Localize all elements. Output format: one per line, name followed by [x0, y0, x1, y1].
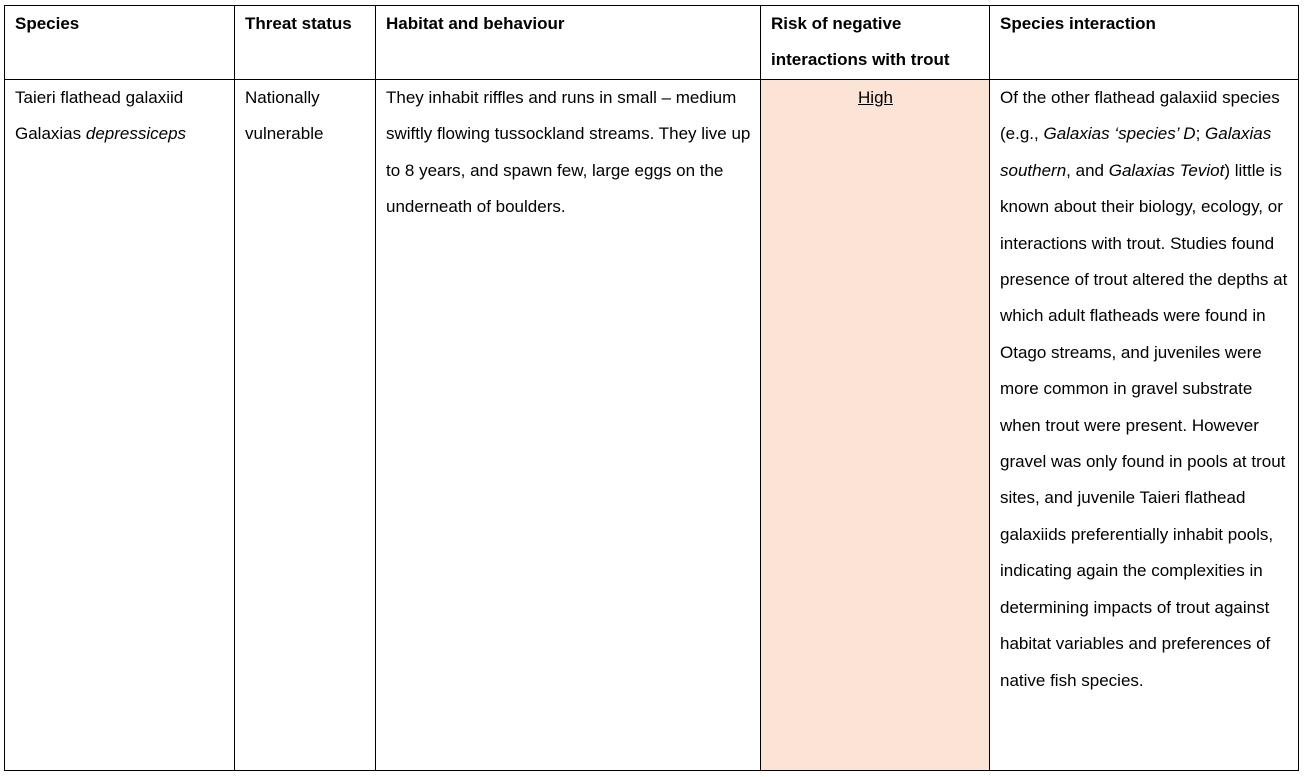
species-epithet: depressiceps: [85, 124, 187, 144]
threat-status-text: Nationally vulnerable: [245, 88, 324, 144]
species-table: [4, 5, 1299, 771]
interaction-species-3: Galaxias Teviot: [1108, 160, 1225, 180]
header-habitat-behaviour: Habitat and behaviour: [376, 6, 761, 80]
cell-habitat-behaviour: [376, 80, 761, 771]
table-row: [5, 80, 1299, 771]
species-interaction-text: [1000, 80, 1289, 699]
cell-risk: [761, 80, 990, 771]
species-genus: Galaxias: [15, 124, 82, 144]
species-common-name: Taieri flathead galaxiid: [15, 88, 184, 107]
header-species-interaction: Species interaction: [990, 6, 1299, 80]
cell-species: [5, 80, 235, 771]
header-threat-status: Threat status: [235, 6, 376, 80]
interaction-separator-2: , and: [1066, 160, 1109, 180]
interaction-rest: ) little is known about their biology, ecology, or interactions with trout. Studies found presence of trout altered the depths at which adult flatheads were found in Otago streams, and juveniles were more common in gravel substrate when trout were present. However gravel was only found in pools at trout sites, and juvenile Taieri flathead galaxiids preferentially inhabit pools, indicating again the complexities in determining impacts of trout against habitat variables and preferences of native fish species.: [1000, 160, 1288, 690]
header-risk: Risk of negative interactions with trout: [761, 6, 990, 80]
habitat-behaviour-text: They inhabit riffles and runs in small – medium swiftly flowing tussockland streams. They live up to 8 years, and spawn few, large eggs on the underneath of boulders.: [386, 88, 751, 217]
species-scientific-name: [15, 116, 225, 152]
risk-level: High: [858, 88, 893, 107]
header-species: Species: [5, 6, 235, 80]
interaction-species-2: Galaxias southern: [1000, 124, 1272, 180]
cell-threat-status: [235, 80, 376, 771]
cell-species-interaction: [990, 80, 1299, 771]
interaction-intro: Of the other flathead galaxiid species (e.g.,: [1000, 88, 1280, 144]
interaction-separator-1: ;: [1195, 124, 1206, 144]
interaction-species-1: Galaxias ‘species’ D: [1043, 124, 1196, 144]
table-header-row: [5, 6, 1299, 80]
